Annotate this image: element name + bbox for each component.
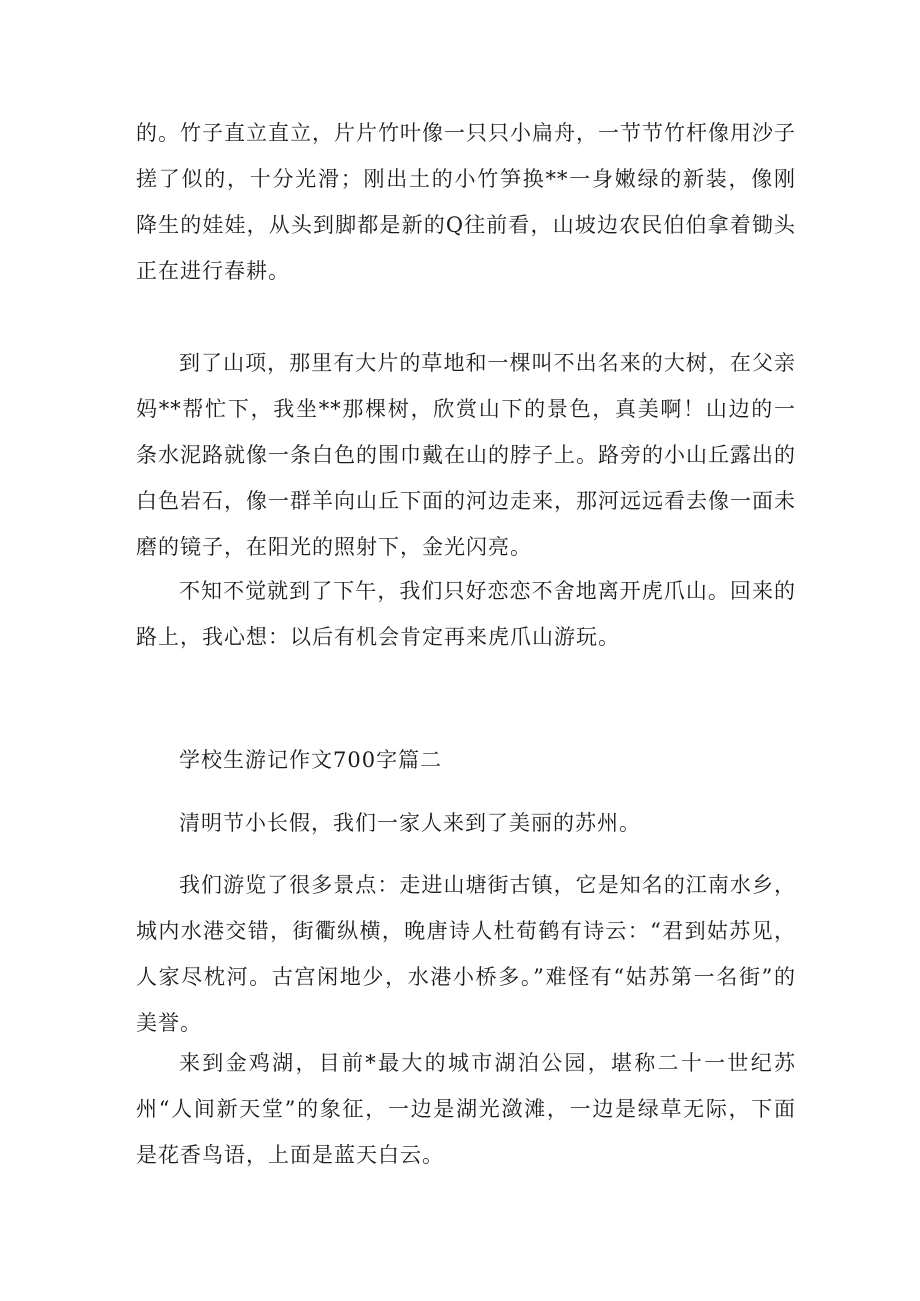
- paragraph-bamboo: 的。竹子直立直立，片片竹叶像一只只小扁舟，一节节竹杆像用沙子搓了似的，十分光滑；刚出土的小竹笋换**一身嫩绿的新装，像刚降生的娃娃，从头到脚都是新的Q往前看，山坡边农民伯伯拿着锄头正在进行春耕。: [136, 121, 796, 283]
- paragraph-shantang-street: 我们游览了很多景点：走进山塘街古镇，它是知名的江南水乡，城内水港交错，街衢纵横，晚唐诗人杜荀鹤有诗云：“君到姑苏见，人家尽枕河。古宫闲地少，水港小桥多。”难怪有“姑苏第一名街”的美誉。: [136, 873, 796, 1035]
- section-heading: 学校生游记作文700字篇二: [179, 748, 443, 772]
- paragraph-return: 不知不觉就到了下午，我们只好恋恋不舍地离开虎爪山。回来的路上，我心想：以后有机会肯定再来虎爪山游玩。: [136, 579, 796, 649]
- paragraph-jinji-lake: 来到金鸡湖，目前*最大的城市湖泊公园，堪称二十一世纪苏州“人间新天堂”的象征，一边是湖光潋滩，一边是绿草无际，下面是花香鸟语，上面是蓝天白云。: [136, 1051, 796, 1167]
- paragraph-mountain-top: 到了山项，那里有大片的草地和一棵叫不出名来的大树，在父亲妈**帮忙下，我坐**那棵树，欣赏山下的景色，真美啊！山边的一条水泥路就像一条白色的围巾戴在山的脖子上。路旁的小山丘露出的白色岩石，像一群羊向山丘下面的河边走来，那河远远看去像一面未磨的镜子，在阳光的照射下，金光闪亮。: [136, 351, 796, 559]
- paragraph-suzhou-intro: 清明节小长假，我们一家人来到了美丽的苏州。: [179, 811, 641, 835]
